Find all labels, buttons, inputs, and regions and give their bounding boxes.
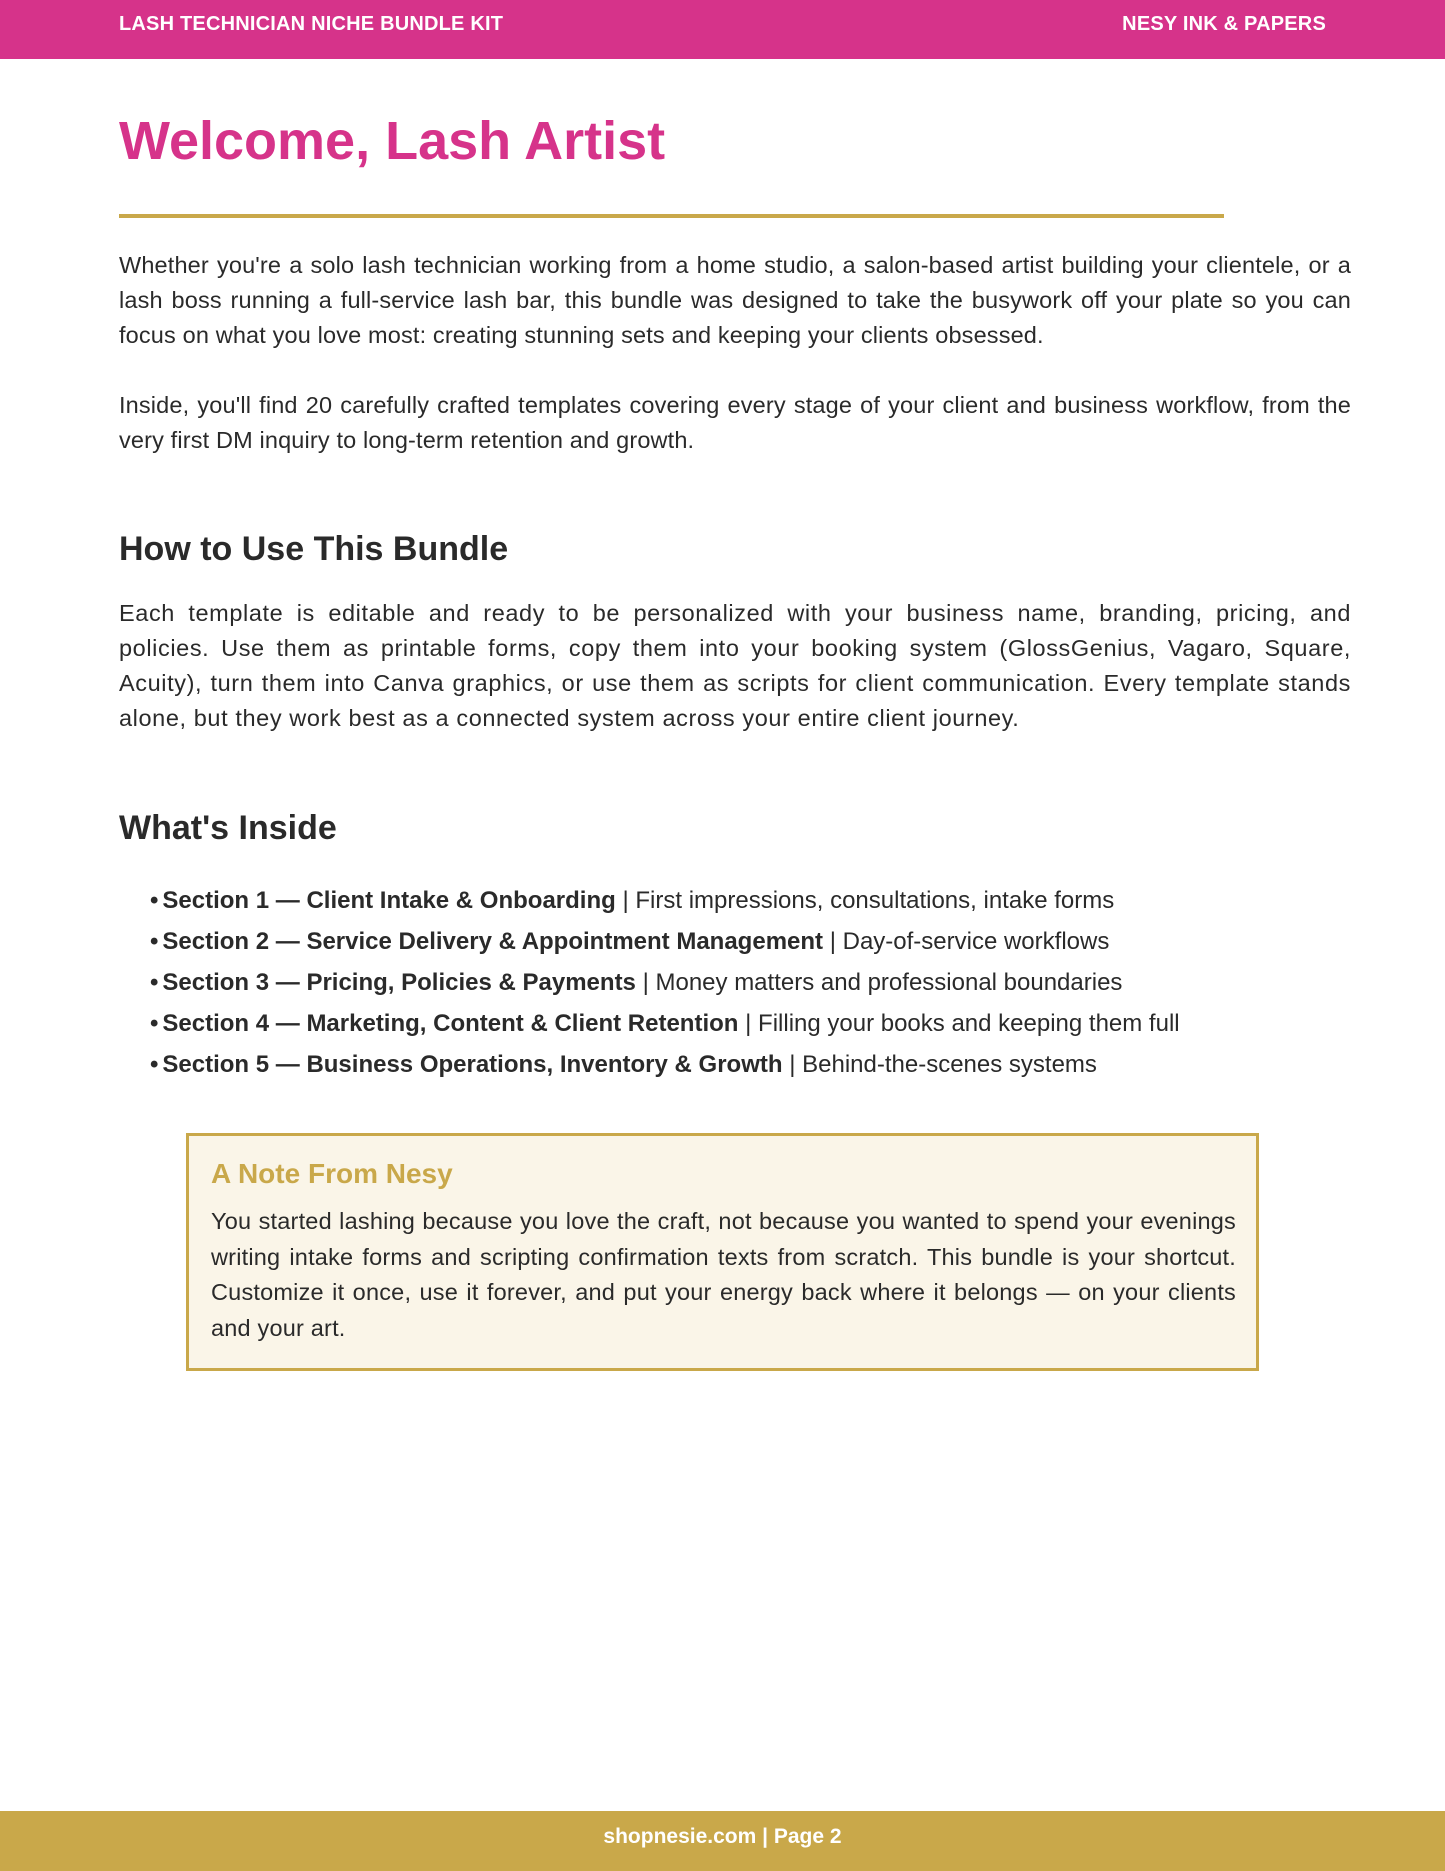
separator: | (615, 887, 636, 914)
separator: | (635, 969, 656, 996)
separator: | (782, 1051, 803, 1078)
section-description: Behind-the-scenes systems (802, 1051, 1097, 1078)
intro-paragraph-1: Whether you're a solo lash technician working from a home studio, a salon-based artist building your clientele, or a lash boss running a full-service lash bar, this bundle was designed to take the busywork off your plate so you can focus on what you love most: creating stunning sets and keeping your clients obsessed. (119, 252, 1351, 348)
section-title: Section 1 — Client Intake & Onboarding (162, 887, 616, 914)
intro-paragraph-2: Inside, you'll find 20 carefully crafted templates covering every stage of your client and business workflow, from the very first DM inquiry to long-term retention and growth. (119, 392, 1351, 453)
page-title: Welcome, Lash Artist (119, 111, 666, 171)
section-title: Section 5 — Business Operations, Inventory & Growth (162, 1051, 783, 1078)
note-box (186, 1133, 1259, 1371)
page-header (0, 0, 1445, 59)
header-brand: NESY INK & PAPERS (1122, 13, 1326, 35)
bullet: • (150, 969, 159, 996)
separator: | (823, 928, 843, 955)
list-item (150, 965, 1180, 1006)
section-description: Day-of-service workflows (842, 928, 1110, 955)
title-divider (119, 214, 1224, 218)
bullet: • (150, 887, 159, 914)
section-description: First impressions, consultations, intake forms (635, 887, 1115, 914)
list-item (150, 1047, 1180, 1088)
note-body: You started lashing because you love the craft, not because you wanted to spend your evenings writing intake forms and scripting confirmation texts from scratch. This bundle is your shortcut. Customize it once, use it forever, and put your energy back where it belongs — on your clients and your art. (211, 1208, 1236, 1341)
page-footer: shopnesie.com | Page 2 (0, 1811, 1445, 1871)
section-title: Section 4 — Marketing, Content & Client Retention (162, 1010, 739, 1037)
note-title: A Note From Nesy (211, 1158, 453, 1189)
list-item (150, 924, 1180, 965)
how-to-body: Each template is editable and ready to be personalized with your business name, branding, pricing, and policies. Use them as printable forms, copy them into your booking system (GlossGenius, Vagaro, Square, Acuity), turn them into Canva graphics, or use them as scripts for client communication. Every template stands alone, but they work best as a connected system across your entire client journey. (119, 600, 1351, 731)
bullet: • (150, 1051, 159, 1078)
section-title: Section 2 — Service Delivery & Appointment Management (162, 928, 824, 955)
bullet: • (150, 928, 159, 955)
whats-inside-heading: What's Inside (119, 809, 337, 847)
section-description: Filling your books and keeping them full (758, 1010, 1180, 1037)
list-item (150, 883, 1180, 924)
list-item (150, 1006, 1180, 1047)
bullet: • (150, 1010, 159, 1037)
separator: | (738, 1010, 759, 1037)
how-to-heading: How to Use This Bundle (119, 530, 509, 568)
section-title: Section 3 — Pricing, Policies & Payments (162, 969, 636, 996)
header-title: LASH TECHNICIAN NICHE BUNDLE KIT (119, 13, 504, 35)
sections-list (150, 883, 1180, 1088)
section-description: Money matters and professional boundaries (655, 969, 1123, 996)
